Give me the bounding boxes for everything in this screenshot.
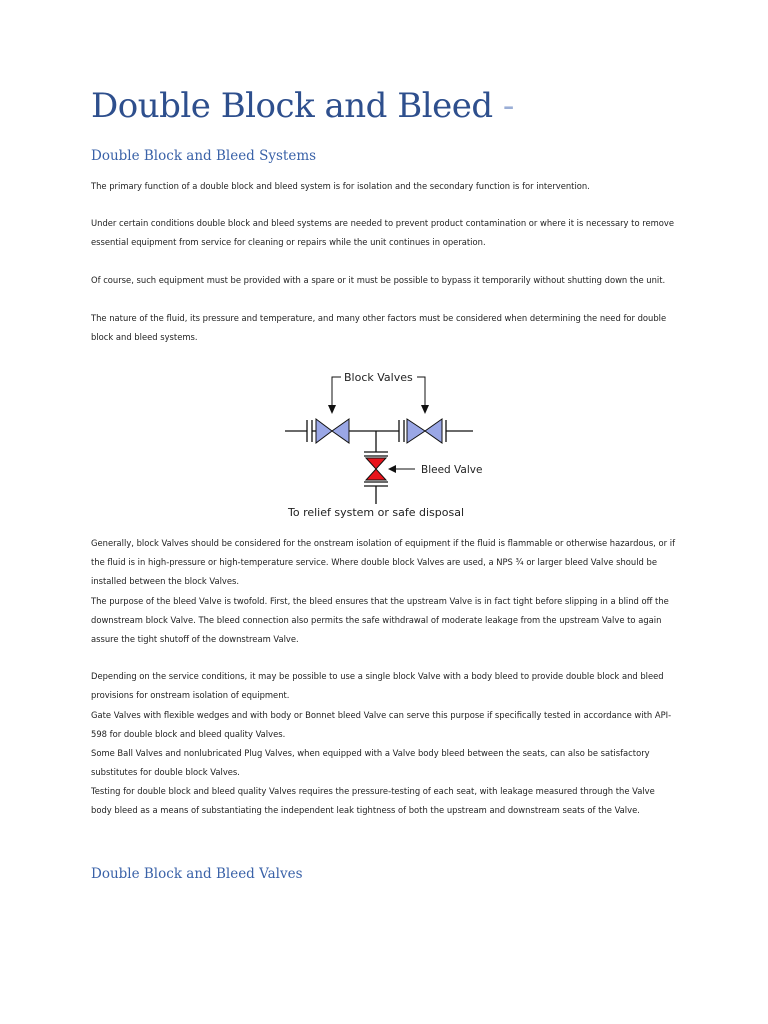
- double-block-bleed-diagram: [275, 362, 490, 527]
- page-title-text: Double Block and Bleed: [91, 86, 493, 126]
- paragraph-8: Gate Valves with flexible wedges and with body or Bonnet bleed Valve can serve this purpose if specifically tested in accordance with API-598 for double block and bleed quality Valves.: [91, 710, 672, 739]
- paragraph-7: Depending on the service conditions, it may be possible to use a single block Valve with a body bleed to provide double block and bleed provisions for onstream isolation of equipment.: [91, 671, 664, 700]
- section-heading-systems: Double Block and Bleed Systems: [91, 148, 317, 164]
- bleed-valve-label: Bleed Valve: [421, 464, 483, 476]
- paragraph-4: The nature of the fluid, its pressure and temperature, and many other factors must be considered when determining the need for double block and bleed systems.: [91, 313, 667, 342]
- bleed-pointer-arrowhead: [388, 465, 396, 473]
- section-heading-valves: Double Block and Bleed Valves: [91, 866, 303, 882]
- diagram-caption: To relief system or safe disposal: [288, 506, 465, 519]
- paragraph-6: The purpose of the bleed Valve is twofold. First, the bleed ensures that the upstream Valve is in fact tight before slipping in a blind off the downstream block Valve. The bleed connection also permits the safe withdrawal of moderate leakage from the upstream Valve to again assure the tight shutoff of the downstream Valve.: [91, 596, 669, 644]
- downstream-block-valve: [407, 419, 442, 443]
- paragraph-9: Some Ball Valves and nonlubricated Plug Valves, when equipped with a Valve body bleed between the seats, can also be satisfactory substitutes for double block Valves.: [91, 748, 650, 777]
- block-valves-label: Block Valves: [344, 371, 413, 384]
- bleed-valve: [366, 458, 386, 480]
- paragraph-10: Testing for double block and bleed quality Valves requires the pressure-testing of each seat, with leakage measured through the Valve body bleed as a means of substantiating the independent leak tightness of both the upstream and downstream seats of the Valve.: [91, 786, 655, 815]
- title-dash: -: [502, 86, 514, 126]
- paragraph-2: Under certain conditions double block and bleed systems are needed to prevent product contamination or where it is necessary to remove essential equipment from service for cleaning or repairs while the unit continues in operation.: [91, 218, 675, 247]
- page-title: [91, 86, 514, 126]
- paragraph-3: Of course, such equipment must be provided with a spare or it must be possible to bypass it temporarily without shutting down the unit.: [91, 275, 666, 285]
- main-pipeline: [285, 420, 473, 442]
- upstream-block-valve: [316, 419, 349, 443]
- paragraph-5: Generally, block Valves should be considered for the onstream isolation of equipment if the fluid is flammable or otherwise hazardous, or if the fluid is in high-pressure or high-temperature service. Where double block Valves are used, a NPS ¾ or larger bleed Valve should be installed between the block Valves.: [91, 538, 676, 586]
- paragraph-1: The primary function of a double block and bleed system is for isolation and the secondary function is for intervention.: [91, 181, 590, 191]
- pointer-arrowheads: [328, 405, 429, 414]
